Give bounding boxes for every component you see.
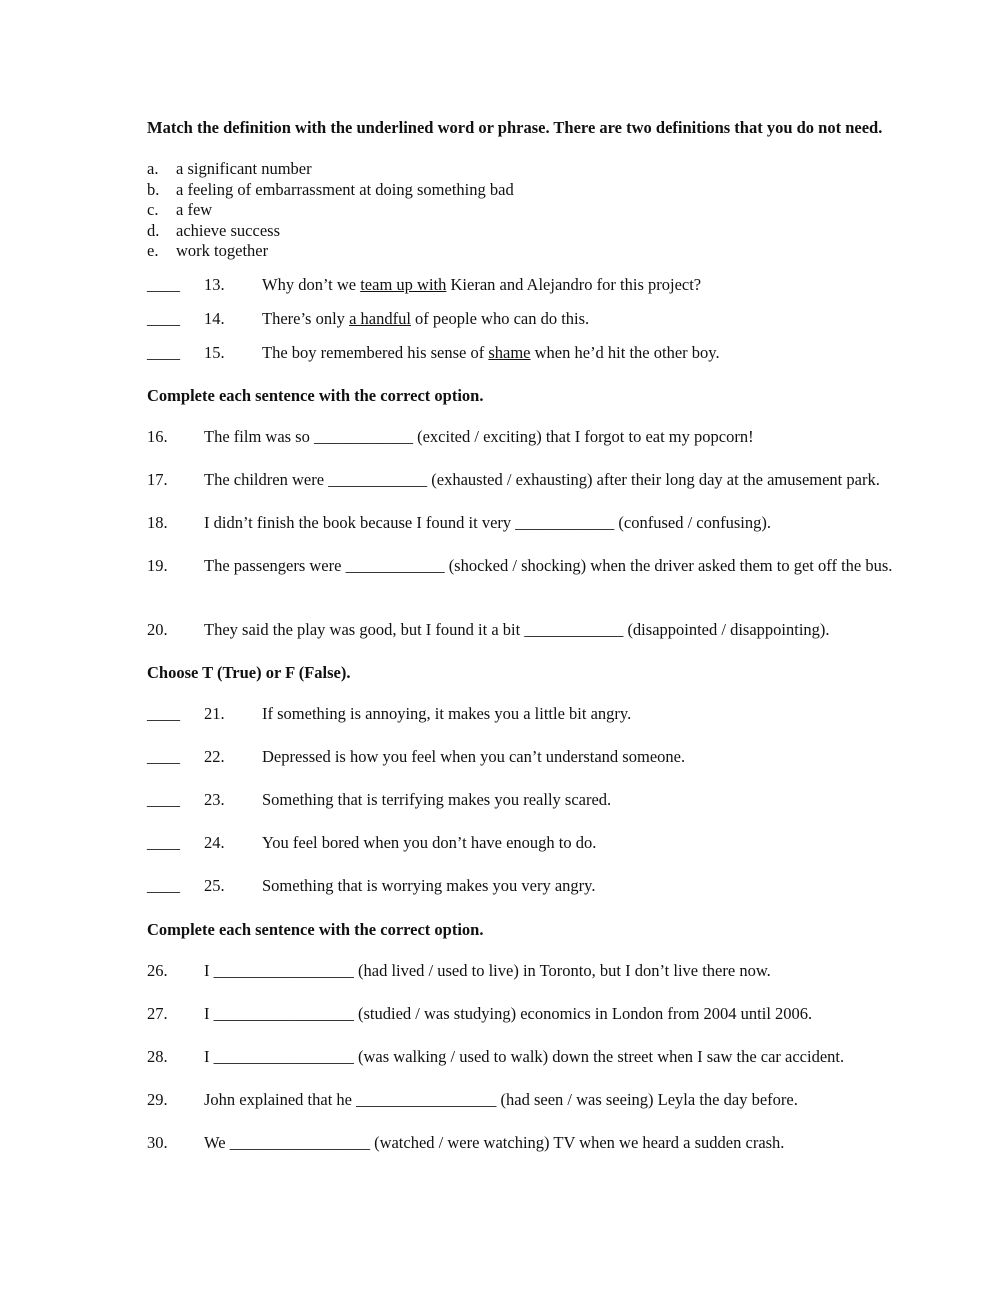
definition-text: a significant number	[176, 159, 312, 178]
question-number: 28.	[147, 1047, 168, 1066]
underlined-phrase: team up with	[360, 275, 447, 294]
question-text[interactable]: They said the play was good, but I found it a bit ____________ (disappointed / disappointing).	[204, 620, 830, 639]
definition-letter: c.	[147, 200, 159, 219]
section3-instruction: Choose T (True) or F (False).	[147, 663, 351, 682]
question-number: 29.	[147, 1090, 168, 1109]
definition-letter: e.	[147, 241, 159, 260]
answer-blank[interactable]: ____	[147, 275, 180, 294]
question-text: Depressed is how you feel when you can’t understand someone.	[262, 747, 686, 766]
question-text: The boy remembered his sense of shame when he’d hit the other boy.	[262, 343, 720, 362]
question-text[interactable]: The passengers were ____________ (shocked / shocking) when the driver asked them to get off the bus.	[204, 556, 893, 575]
underlined-phrase: a handful	[349, 309, 411, 328]
question-number: 20.	[147, 620, 168, 639]
question-13	[147, 275, 947, 295]
answer-blank[interactable]: ____	[147, 876, 180, 895]
question-15	[147, 343, 947, 363]
question-number: 22.	[204, 747, 225, 766]
question-text[interactable]: We _________________ (watched / were watching) TV when we heard a sudden crash.	[204, 1133, 785, 1152]
question-number: 14.	[204, 309, 225, 328]
answer-blank[interactable]: ____	[147, 704, 180, 723]
question-text[interactable]: The film was so ____________ (excited / exciting) that I forgot to eat my popcorn!	[204, 427, 754, 446]
question-number: 18.	[147, 513, 168, 532]
question-number: 30.	[147, 1133, 168, 1152]
question-text[interactable]: The children were ____________ (exhausted / exhausting) after their long day at the amusement park.	[204, 470, 880, 489]
question-text: If something is annoying, it makes you a little bit angry.	[262, 704, 632, 723]
definition-text: a few	[176, 200, 213, 219]
question-24	[147, 833, 947, 853]
question-number: 26.	[147, 961, 168, 980]
definition-letter: a.	[147, 159, 159, 178]
question-number: 19.	[147, 556, 168, 575]
question-text[interactable]: I _________________ (was walking / used to walk) down the street when I saw the car accident.	[204, 1047, 845, 1066]
question-number: 24.	[204, 833, 225, 852]
definition-text: work together	[176, 241, 269, 260]
definition-text: a feeling of embarrassment at doing something bad	[176, 180, 514, 199]
question-text: Why don’t we team up with Kieran and Alejandro for this project?	[262, 275, 702, 294]
question-number: 15.	[204, 343, 225, 362]
question-number: 16.	[147, 427, 168, 446]
question-22	[147, 747, 947, 767]
section4-instruction: Complete each sentence with the correct option.	[147, 920, 484, 939]
question-21	[147, 704, 947, 724]
answer-blank[interactable]: ____	[147, 833, 180, 852]
answer-blank[interactable]: ____	[147, 747, 180, 766]
question-text[interactable]: John explained that he _________________ (had seen / was seeing) Leyla the day before.	[204, 1090, 798, 1109]
question-number: 21.	[204, 704, 225, 723]
definition-letter: d.	[147, 221, 160, 240]
question-number: 27.	[147, 1004, 168, 1023]
section1-instruction: Match the definition with the underlined word or phrase. There are two definitions that you do not need.	[147, 118, 883, 137]
question-text: Something that is worrying makes you very angry.	[262, 876, 596, 895]
answer-blank[interactable]: ____	[147, 343, 180, 362]
definition-letter: b.	[147, 180, 160, 199]
question-number: 17.	[147, 470, 168, 489]
question-number: 25.	[204, 876, 225, 895]
question-number: 13.	[204, 275, 225, 294]
definition-text: achieve success	[176, 221, 280, 240]
answer-blank[interactable]: ____	[147, 790, 180, 809]
section2-instruction: Complete each sentence with the correct option.	[147, 386, 484, 405]
question-text: You feel bored when you don’t have enough to do.	[262, 833, 597, 852]
underlined-phrase: shame	[488, 343, 531, 362]
question-text[interactable]: I _________________ (had lived / used to live) in Toronto, but I don’t live there now.	[204, 961, 771, 980]
question-number: 23.	[204, 790, 225, 809]
question-text[interactable]: I didn’t finish the book because I found it very ____________ (confused / confusing).	[204, 513, 772, 532]
question-25	[147, 876, 947, 896]
question-23	[147, 790, 947, 810]
question-text: Something that is terrifying makes you really scared.	[262, 790, 612, 809]
answer-blank[interactable]: ____	[147, 309, 180, 328]
question-14	[147, 309, 947, 329]
question-text: There’s only a handful of people who can do this.	[262, 309, 590, 328]
question-text[interactable]: I _________________ (studied / was studying) economics in London from 2004 until 2006.	[204, 1004, 813, 1023]
